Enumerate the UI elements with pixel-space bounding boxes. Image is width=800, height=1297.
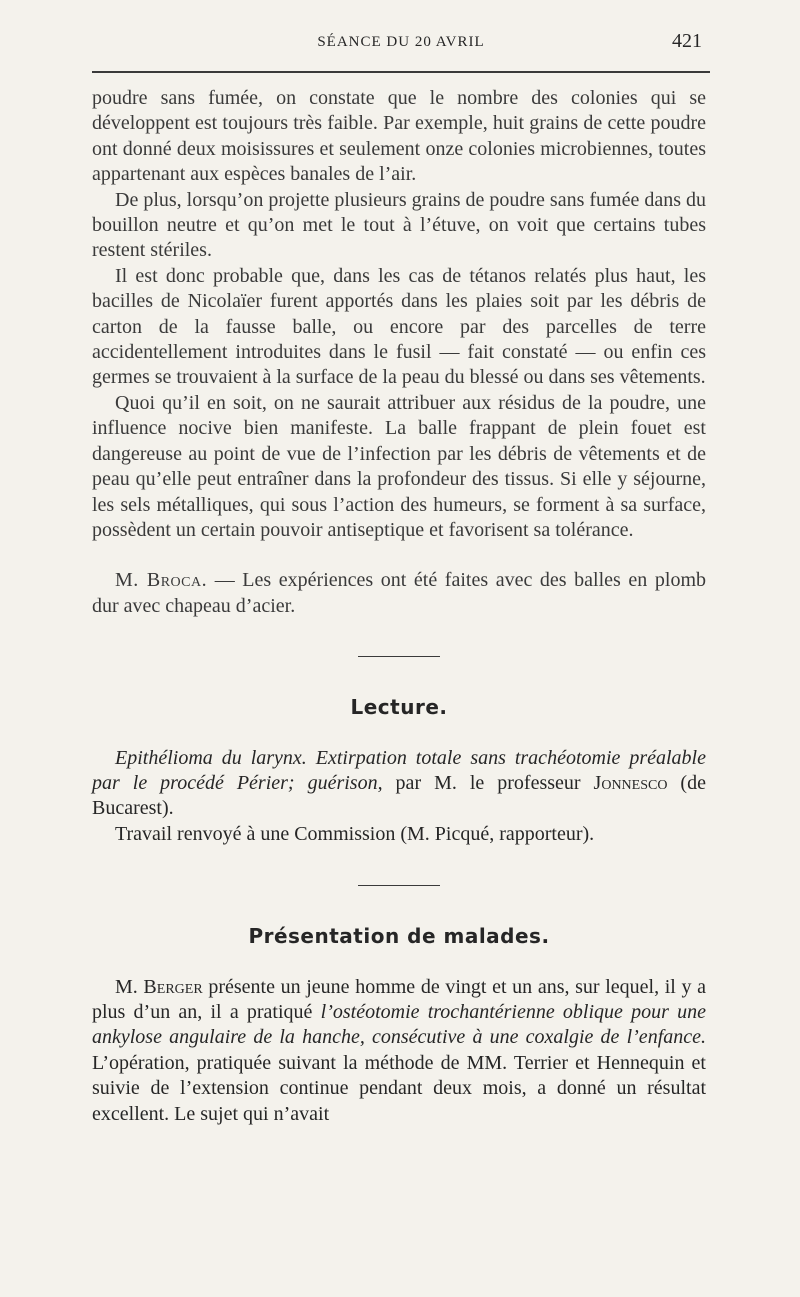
- running-head: [92, 30, 710, 60]
- lecture-work-title: Epithélioma du larynx. Extirpation totale sans trachéotomie préalable par le procédé Périer; guérison,: [92, 746, 706, 794]
- broca-text: — Les expériences ont été faites avec des balles en plomb dur avec chapeau d’acier.: [92, 569, 706, 617]
- paragraph-1: poudre sans fumée, on constate que le nombre des colonies qui se développent est toujours très faible. Par exemple, huit grains de cette poudre ont donné deux moisissures et seulement onze colonies microbiennes, toutes appartenant aux espèces banales de l’air.: [92, 87, 706, 186]
- presentation-text-1: présente un jeune homme de vingt et un ans, sur lequel, il y a plus d’un an, il a pratiqué: [92, 975, 707, 1023]
- presentation-speaker: M. Berger: [115, 975, 203, 998]
- lecture-referral: Travail renvoyé à une Commission (M. Picqué, rapporteur).: [115, 822, 595, 845]
- running-title: SÉANCE DU 20 AVRIL: [317, 34, 485, 50]
- presentation-heading: Présentation de malades.: [248, 924, 550, 949]
- broca-speaker: M. Broca.: [115, 569, 208, 592]
- header-rule: [92, 71, 710, 73]
- section-divider-1: [358, 656, 440, 657]
- lecture-place: (de Bucarest).: [92, 771, 706, 820]
- page-number: 421: [672, 30, 702, 52]
- lecture-heading: Lecture.: [350, 695, 448, 720]
- lecture-entry: [92, 746, 706, 822]
- presentation-text-2: L’opération, pratiquée suivant la méthode de MM. Terrier et Hennequin et suivie de l’extension continue pendant deux mois, a donné un résultat excellent. Le sujet qui n’avait: [92, 1051, 706, 1125]
- presentation-paragraph: [92, 975, 706, 1127]
- lecture-author: Jonnesco: [593, 771, 668, 794]
- lecture-by: par M. le professeur: [382, 771, 594, 794]
- broca-remark: [92, 568, 706, 619]
- paragraph-4: Quoi qu’il en soit, on ne saurait attribuer aux résidus de la poudre, une influence nocive bien manifeste. La balle frappant de plein fouet est dangereuse au point de vue de l’infection par les débris de vêtements et de peau qu’elle peut entraîner dans la profondeur des tissus. Si elle y séjourne, les sels métalliques, qui sous l’action des humeurs, se forment à sa surface, possèdent un certain pouvoir antiseptique et favorisent sa tolérance.: [92, 391, 706, 541]
- page-body: [92, 86, 706, 1127]
- paragraph-2: De plus, lorsqu’on projette plusieurs grains de poudre sans fumée dans du bouillon neutre et qu’on met le tout à l’étuve, on voit que certains tubes restent stériles.: [92, 188, 706, 262]
- section-divider-2: [358, 885, 440, 886]
- presentation-italic: l’ostéotomie trochantérienne oblique pour une ankylose angulaire de la hanche, consécutive à une coxalgie de l’enfance.: [92, 1000, 706, 1049]
- paragraph-3: Il est donc probable que, dans les cas de tétanos relatés plus haut, les bacilles de Nicolaïer furent apportés dans les plaies soit par les débris de carton de la fausse balle, ou encore par des parcelles de terre accidentellement introduites dans le fusil — fait constaté — ou enfin ces germes se trouvaient à la surface de la peau du blessé ou dans ses vêtements.: [92, 264, 706, 389]
